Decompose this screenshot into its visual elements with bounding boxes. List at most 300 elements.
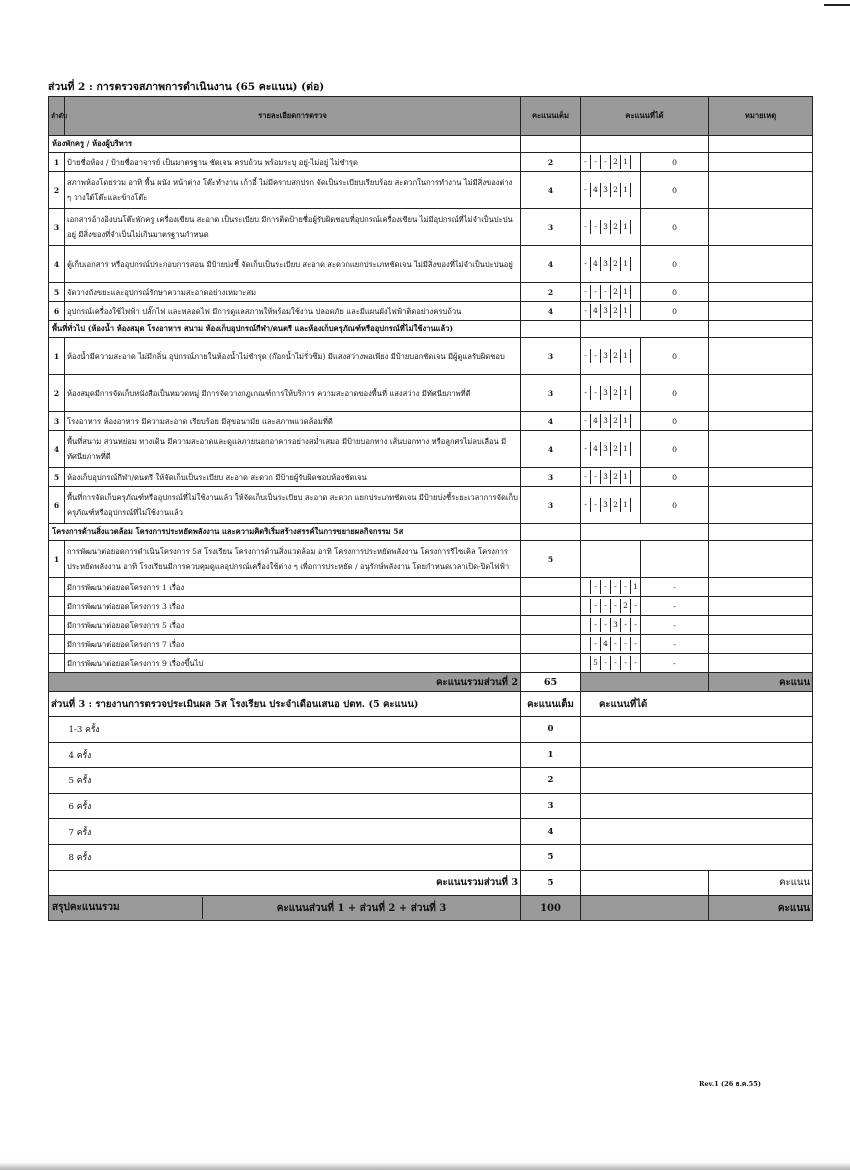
score-option[interactable]: - [591,386,601,400]
score-option[interactable]: - [581,386,591,400]
part3-score-got[interactable] [581,819,813,845]
empty-cell [521,321,581,338]
criteria-text: พื้นที่สนาม สวนหย่อม ทางเดิน มีความสะอาดและดูแลภายนอกอาคารอย่างสม่ำเสมอ มีป้ายบอกทาง เส้นบอกทาง หรือลูกศรไม่ลบเลือน มีทัศนียภาพที่ดี [65,431,521,468]
score-got[interactable]: - [641,578,709,597]
criteria-text: มีการพัฒนาต่อยอดโครงการ 9 เรื่องขึ้นไป [65,654,521,673]
criteria-text: พื้นที่การจัดเก็บครุภัณฑ์หรืออุปกรณ์ที่ไม่ใช้งานแล้ว ให้จัดเก็บเป็นระเบียบ สะอาด สะดวก แยกประเภทชัดเจน มีป้ายบ่งชี้ระยะเวลาการจัดเก็บครุภัณฑ์หรืออุปกรณ์ที่ไม่ใช้งานแล้ว [65,487,521,524]
empty-cell [49,768,65,794]
score-option[interactable] [631,155,640,169]
score-scale [581,172,641,209]
criteria-text: มีการพัฒนาต่อยอดโครงการ 5 เรื่อง [65,616,521,635]
part3-row [49,768,813,794]
score-scale [581,209,641,246]
score-option[interactable]: - [581,414,591,428]
full-score: 3 [521,468,581,487]
score-option[interactable]: - [601,285,611,299]
row-number: 4 [49,431,65,468]
empty-cell [49,844,65,870]
score-options [581,618,640,632]
score-got[interactable]: 0 [641,338,709,375]
criteria-row [49,246,813,283]
score-got[interactable]: 0 [641,375,709,412]
criteria-text: ห้องสมุดมีการจัดเก็บหนังสือเป็นหมวดหมู่ มีการจัดวางกฎเกณฑ์การให้บริการ ความสะอาดของพื้นที่ แสงสว่าง มีทัศนียภาพที่ดี [65,375,521,412]
remark-cell[interactable] [709,616,813,635]
score-option[interactable]: - [581,183,591,197]
score-options [581,470,640,484]
score-got[interactable]: 0 [641,412,709,431]
criteria-row [49,283,813,302]
remark-cell[interactable] [709,635,813,654]
row-number: 2 [49,172,65,209]
scan-edge-mark [824,4,850,6]
score-options [581,304,640,318]
grand-total-cell [49,896,521,921]
score-scale [581,635,641,654]
part3-score-got[interactable] [581,717,813,743]
part3-score-got[interactable] [581,844,813,870]
score-got[interactable]: - [641,597,709,616]
empty-cell [49,793,65,819]
criteria-text: โรงอาหาร ห้องอาหาร มีความสะอาด เรียบร้อย มีสุขอนามัย และสภาพแวดล้อมที่ดี [65,412,521,431]
criteria-row [49,302,813,321]
score-option[interactable]: 2 [611,386,621,400]
criteria-row [49,431,813,468]
scan-bottom-edge [0,1158,850,1170]
score-scale [581,283,641,302]
score-got[interactable]: 0 [641,209,709,246]
score-option[interactable]: 4 [591,414,601,428]
criteria-text: ตู้เก็บเอกสาร หรืออุปกรณ์ประกอบการสอน มีป้ายบ่งชี้ จัดเก็บเป็นระเบียบ สะอาด สะดวกแยกประเภทชัดเจน ไม่มีสิ่งของที่ไม่จำเป็นปะปนอยู่ [65,246,521,283]
score-scale [581,578,641,597]
score-option[interactable]: 3 [601,304,611,318]
part3-score-got[interactable] [581,742,813,768]
remark-cell[interactable] [709,302,813,321]
subtotal-part2-unit: คะแนน [709,673,813,692]
score-option[interactable]: 2 [611,498,621,512]
criteria-text: มีการพัฒนาต่อยอดโครงการ 3 เรื่อง [65,597,521,616]
score-option[interactable]: 1 [621,442,631,456]
score-option[interactable] [581,599,591,613]
score-options [581,414,640,428]
score-option[interactable]: - [621,580,631,594]
criteria-text: ป้ายชื่อห้อง / ป้ายชื่ออาจารย์ เป็นมาตรฐาน ชัดเจน ครบถ้วน พร้อมระบุ อยู่-ไม่อยู่ ไม่ชำรุด [65,153,521,172]
score-option[interactable] [631,285,640,299]
criteria-row [49,153,813,172]
empty-cell [581,321,709,338]
score-option[interactable]: - [581,220,591,234]
criteria-text: จัดวางถังขยะและอุปกรณ์รักษาความสะอาดอย่างเหมาะสม [65,283,521,302]
row-number: 5 [49,283,65,302]
row-number [49,578,65,597]
score-option[interactable]: - [634,620,637,629]
row-number [49,597,65,616]
criteria-row [49,635,813,654]
full-score: 3 [521,209,581,246]
score-options [581,599,640,613]
score-options [581,442,640,456]
score-option[interactable]: - [601,618,611,632]
full-score [521,616,581,635]
remark-cell[interactable] [709,412,813,431]
part3-score-got[interactable] [581,793,813,819]
score-option[interactable]: - [634,639,637,648]
score-scale [581,375,641,412]
score-option[interactable] [631,257,640,271]
criteria-text: สภาพห้องโดยรวม อาทิ พื้น ผนัง หน้าต่าง โต๊ะทำงาน เก้าอี้ ไม่มีคราบสกปรก จัดเป็นระเบียบเรียบร้อย สะดวกในการทำงาน ไม่มีสิ่งของต่าง ๆ วางใต้โต๊ะและข้างโต๊ะ [65,172,521,209]
criteria-row [49,209,813,246]
remark-cell[interactable] [709,153,813,172]
score-option[interactable]: - [591,220,601,234]
part3-row [49,717,813,743]
score-options [581,155,640,169]
score-options [581,349,640,363]
score-option[interactable]: - [611,656,621,670]
revision-note: Rev.1 (26 ธ.ค.55) [699,1080,761,1088]
score-option[interactable]: 2 [611,414,621,428]
remark-cell[interactable] [709,541,813,578]
score-option[interactable]: - [591,349,601,363]
score-scale [581,302,641,321]
score-option[interactable]: - [581,285,591,299]
score-option[interactable]: 2 [611,257,621,271]
row-number: 6 [49,302,65,321]
score-option[interactable]: - [611,637,621,651]
empty-cell [581,524,709,541]
section-header-row [49,524,813,541]
score-option[interactable]: 3 [601,498,611,512]
row-number [49,616,65,635]
criteria-row [49,487,813,524]
score-option[interactable]: 3 [601,470,611,484]
score-option[interactable] [631,498,640,512]
full-score: 4 [521,302,581,321]
remark-cell[interactable] [709,338,813,375]
score-option[interactable]: - [581,257,591,271]
part3-full-score: 5 [521,844,581,870]
part3-full-score: 3 [521,793,581,819]
score-option[interactable] [631,183,640,197]
criteria-text: อุปกรณ์เครื่องใช้ไฟฟ้า ปลั๊กไฟ และหลอดไฟ มีการดูแลสภาพให้พร้อมใช้งาน ปลอดภัย และมีแผนผังไฟฟ้าติดอย่างครบถ้วน [65,302,521,321]
part3-full-score: 0 [521,717,581,743]
criteria-text: เอกสารอ้างอิงบนโต๊ะพักครู เครื่องเขียน สะอาด เป็นระเบียบ มีการติดป้ายชื่อผู้รับผิดชอบที่อุปกรณ์เครื่องเขียน ไม่มีอุปกรณ์ที่ไม่จำเป็นปะปนอยู่ มีสิ่งของที่จำเป็นไม่เกินมาตรฐานกำหนด [65,209,521,246]
score-option[interactable]: 4 [601,637,611,651]
score-option[interactable]: 3 [601,257,611,271]
empty-cell [49,717,65,743]
subtotal-part3-unit: คะแนน [709,870,813,896]
score-option[interactable]: 2 [611,442,621,456]
row-number: 1 [49,338,65,375]
full-score: 4 [521,412,581,431]
score-scale [581,468,641,487]
empty-cell [709,524,813,541]
subtotal-part2-full: 65 [521,673,581,692]
criteria-row [49,541,813,578]
part3-count: 5 ครั้ง [65,768,521,794]
remark-cell[interactable] [709,431,813,468]
row-number: 6 [49,487,65,524]
score-option[interactable]: 1 [621,304,631,318]
score-option[interactable]: - [611,599,621,613]
score-option[interactable]: - [581,498,591,512]
score-option[interactable]: 3 [601,442,611,456]
empty-cell [709,136,813,153]
row-number: 5 [49,468,65,487]
empty-cell [581,136,709,153]
part3-got-label: คะแนนที่ได้ [581,692,813,717]
part3-count: 1-3 ครั้ง [65,717,521,743]
empty-cell [49,742,65,768]
score-option[interactable]: - [591,637,601,651]
empty-cell [521,136,581,153]
criteria-row [49,616,813,635]
score-got[interactable]: 0 [641,246,709,283]
score-option[interactable]: - [581,155,591,169]
score-option[interactable]: 3 [601,220,611,234]
score-option[interactable]: 2 [611,285,621,299]
score-option[interactable]: - [591,285,601,299]
score-option[interactable]: - [591,155,601,169]
score-option[interactable] [631,304,640,318]
part3-row [49,793,813,819]
criteria-row [49,375,813,412]
score-option[interactable] [631,220,640,234]
part3-count: 8 ครั้ง [65,844,521,870]
score-options [581,386,640,400]
row-number: 1 [49,541,65,578]
score-scale [581,597,641,616]
score-option[interactable]: - [581,470,591,484]
subtotal-part2-got [581,673,709,692]
score-option[interactable]: - [591,618,601,632]
score-option[interactable] [631,349,640,363]
criteria-row [49,597,813,616]
score-option[interactable]: - [611,580,621,594]
score-option[interactable]: 1 [621,183,631,197]
score-option[interactable]: - [581,442,591,456]
score-scale [581,541,641,578]
full-score: 4 [521,172,581,209]
score-option[interactable]: 2 [611,220,621,234]
subtotal-part3-got[interactable] [581,870,709,896]
part3-full-score: 4 [521,819,581,845]
score-option[interactable]: - [581,349,591,363]
full-score: 3 [521,487,581,524]
score-got[interactable]: - [641,616,709,635]
grand-total-full: 100 [521,896,581,921]
score-option[interactable]: - [601,580,611,594]
section-title: พื้นที่ทั่วไป (ห้องน้ำ ห้องสมุด โรงอาหาร สนาม ห้องเก็บอุปกรณ์กีฬา/ดนตรี และห้องเก็บครุภัณฑ์หรืออุปกรณ์ที่ไม่ใช้งานแล้ว) [49,321,521,338]
score-option[interactable]: 1 [621,414,631,428]
score-option[interactable]: 1 [621,155,631,169]
part3-full-score: 2 [521,768,581,794]
score-option[interactable]: 2 [611,304,621,318]
score-got[interactable]: - [641,635,709,654]
score-scale [581,431,641,468]
remark-cell[interactable] [709,283,813,302]
score-option[interactable] [581,637,591,651]
score-option[interactable] [581,618,591,632]
section-header-row [49,321,813,338]
remark-cell[interactable] [709,209,813,246]
score-option[interactable]: 4 [591,183,601,197]
criteria-row [49,468,813,487]
grand-total-label: สรุปคะแนนรวม [49,897,203,919]
full-score [521,635,581,654]
score-options [581,580,640,594]
score-option[interactable]: 4 [591,442,601,456]
score-option[interactable]: 2 [611,349,621,363]
score-scale [581,338,641,375]
score-options [581,257,640,271]
score-got[interactable]: - [641,654,709,673]
score-option[interactable]: - [601,155,611,169]
score-got[interactable]: 0 [641,283,709,302]
row-number: 2 [49,375,65,412]
score-scale [581,153,641,172]
score-option[interactable]: 4 [591,257,601,271]
row-number [49,635,65,654]
score-scale [581,654,641,673]
inspection-table [48,96,813,921]
full-score [521,578,581,597]
score-option[interactable]: 2 [621,599,631,613]
score-option[interactable]: 5 [591,656,601,670]
score-option[interactable]: 1 [621,220,631,234]
grand-total-row [49,896,813,921]
criteria-text: ห้องน้ำมีความสะอาด ไม่มีกลิ่น อุปกรณ์ภายในห้องน้ำไม่ชำรุด (ก๊อกน้ำไม่รั่วซึม) มีแสงสว่างพอเพียง มีป้ายบอกชัดเจน มีผู้ดูแลรับผิดชอบ [65,338,521,375]
score-option[interactable]: 3 [601,386,611,400]
criteria-text: การพัฒนาต่อยอดการดำเนินโครงการ 5ส โรงเรียน โครงการด้านสิ่งแวดล้อม อาทิ โครงการประหยัดพลังงาน โครงการรีไซเคิล โครงการประหยัดพลังงาน อาทิ โรงเรียนมีการควบคุมดูแลอุปกรณ์เครื่องใช้ต่าง ๆ เพื่อการประหยัด / อนุรักษ์พลังงาน โดยกำหนดเวลาเปิด-ปิดไฟฟ้า [65,541,521,578]
score-option[interactable]: 1 [621,498,631,512]
subtotal-part3-row [49,870,813,896]
score-option[interactable]: - [591,580,601,594]
part2-heading: ส่วนที่ 2 : การตรวจสภาพการดำเนินงาน (65 คะแนน) (ต่อ) [48,81,325,93]
remark-cell[interactable] [709,487,813,524]
full-score [521,597,581,616]
score-option[interactable] [631,414,640,428]
grand-total-got[interactable] [581,896,709,921]
criteria-text: มีการพัฒนาต่อยอดโครงการ 1 เรื่อง [65,578,521,597]
score-option[interactable] [631,442,640,456]
remark-cell[interactable] [709,172,813,209]
score-option[interactable]: 2 [611,183,621,197]
score-got[interactable]: 0 [641,487,709,524]
score-option[interactable]: - [634,658,637,667]
score-got[interactable]: 0 [641,302,709,321]
score-got[interactable]: 0 [641,468,709,487]
remark-cell[interactable] [709,246,813,283]
score-scale [581,246,641,283]
score-option[interactable]: - [591,470,601,484]
score-option[interactable]: 1 [621,470,631,484]
criteria-text: ห้องเก็บอุปกรณ์กีฬา/ดนตรี ให้จัดเก็บเป็นระเบียบ สะอาด สะดวก มีป้ายผู้รับผิดชอบห้องชัดเจน [65,468,521,487]
remark-cell[interactable] [709,375,813,412]
grand-total-wrap [49,897,520,919]
part3-row [49,819,813,845]
score-scale [581,616,641,635]
remark-cell[interactable] [709,654,813,673]
subtotal-part2-label: คะแนนรวมส่วนที่ 2 [49,673,521,692]
score-option[interactable]: 3 [601,414,611,428]
score-option[interactable]: 1 [633,582,638,591]
criteria-row [49,578,813,597]
remark-cell[interactable] [709,468,813,487]
score-option[interactable] [631,386,640,400]
score-option[interactable]: - [591,599,601,613]
score-got[interactable]: 0 [641,172,709,209]
full-score: 3 [521,375,581,412]
score-option[interactable]: 2 [611,155,621,169]
score-option[interactable]: - [621,618,631,632]
score-option[interactable]: 1 [621,285,631,299]
score-options [581,220,640,234]
score-option[interactable]: 3 [611,618,621,632]
row-number: 1 [49,153,65,172]
remark-cell[interactable] [709,597,813,616]
part3-full-score: 1 [521,742,581,768]
part3-score-got[interactable] [581,768,813,794]
score-option[interactable]: 1 [621,386,631,400]
part3-count: 7 ครั้ง [65,819,521,845]
score-option[interactable]: - [581,304,591,318]
section-title: โครงการด้านสิ่งแวดล้อม โครงการประหยัดพลังงาน และความคิดริเริ่มสร้างสรรค์ในการขยายผลกิจกรรม 5ส [49,524,521,541]
score-option[interactable]: 3 [601,183,611,197]
full-score: 4 [521,431,581,468]
score-got[interactable]: 0 [641,153,709,172]
full-score: 4 [521,246,581,283]
score-option[interactable]: - [591,498,601,512]
score-option[interactable]: 4 [591,304,601,318]
row-number [49,654,65,673]
score-option[interactable] [631,470,640,484]
score-options [581,637,640,651]
score-scale [581,487,641,524]
part3-row [49,742,813,768]
score-option[interactable]: - [621,656,631,670]
score-scale [581,412,641,431]
row-number: 4 [49,246,65,283]
score-option[interactable]: - [621,637,631,651]
score-option[interactable]: 1 [621,349,631,363]
score-option[interactable]: 3 [601,349,611,363]
empty-cell [709,321,813,338]
score-got[interactable] [641,541,709,578]
score-options [581,183,640,197]
score-option[interactable]: - [601,656,611,670]
grand-total-formula: คะแนนส่วนที่ 1 + ส่วนที่ 2 + ส่วนที่ 3 [276,902,447,914]
score-option[interactable] [581,656,591,670]
criteria-text: มีการพัฒนาต่อยอดโครงการ 7 เรื่อง [65,635,521,654]
empty-cell [521,524,581,541]
score-option[interactable]: - [634,601,637,610]
score-option[interactable]: 1 [621,257,631,271]
grand-total-unit: คะแนน [709,896,813,921]
score-option[interactable] [581,580,591,594]
header-remark: หมายเหตุ [709,97,813,136]
score-option[interactable]: 2 [611,470,621,484]
subtotal-part3-label: คะแนนรวมส่วนที่ 3 [49,870,521,896]
part3-count: 6 ครั้ง [65,793,521,819]
score-got[interactable]: 0 [641,431,709,468]
criteria-row [49,412,813,431]
subtotal-part3-full: 5 [521,870,581,896]
remark-cell[interactable] [709,578,813,597]
part3-header-row [49,692,813,717]
score-options [581,656,640,670]
header-score-got: คะแนนที่ได้ [581,97,709,136]
score-option[interactable]: - [601,599,611,613]
header-no: ลำดับ [49,97,65,136]
